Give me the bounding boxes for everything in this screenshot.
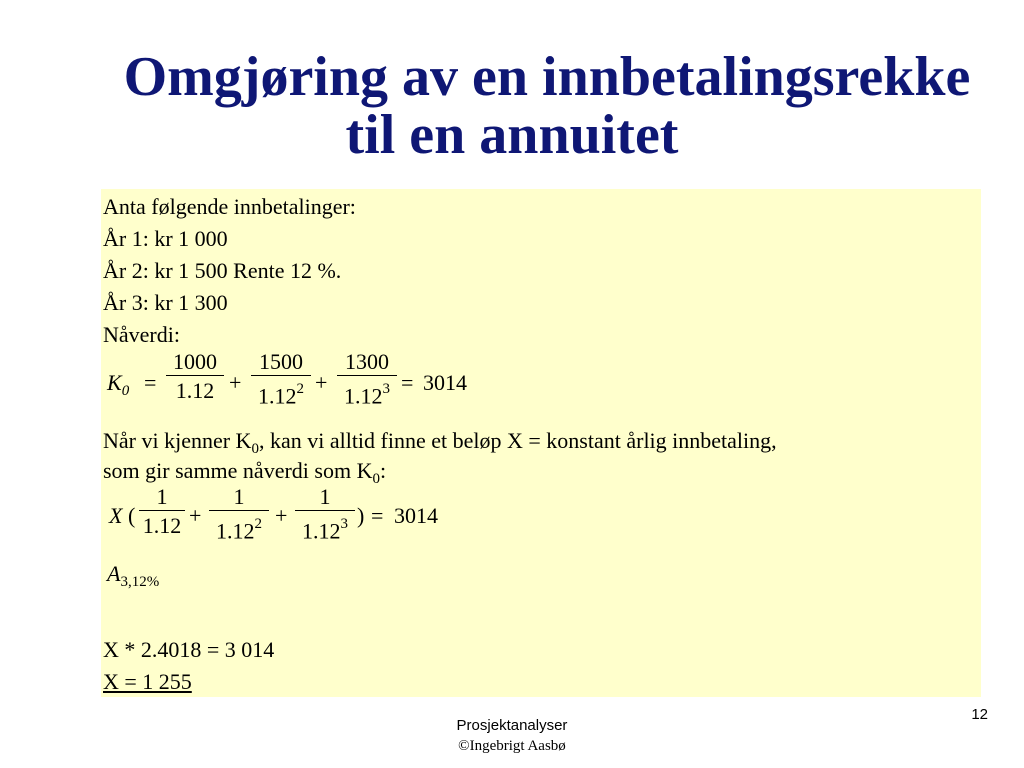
fraction-year-3 <box>337 349 397 409</box>
annuity-factor-symbol: $A_{3,12\%}$ <box>107 561 160 590</box>
numerator: 1 <box>156 484 168 509</box>
close-paren: ) <box>357 503 365 528</box>
content-box <box>101 189 981 697</box>
result-line: X = 1 255 <box>103 669 192 694</box>
year-2-text: År 2: kr 1 500 Rente 12 %. <box>103 258 342 283</box>
open-paren: ( <box>128 503 136 528</box>
denominator: 1.12$^2$ <box>258 381 304 409</box>
numerator: 1 <box>319 484 331 509</box>
equals-sign: = <box>371 503 384 528</box>
denominator: 1.12 <box>142 513 182 538</box>
plus-sign: + <box>315 370 328 395</box>
numerator: 1300 <box>345 349 389 374</box>
fraction-year-1 <box>139 484 185 539</box>
plus-sign: + <box>229 370 242 395</box>
footer <box>0 716 1024 756</box>
k0-symbol: $K_0$ <box>107 370 130 399</box>
fraction-year-2 <box>251 349 311 409</box>
slide-title-line-2: til en annuitet <box>345 104 679 166</box>
denominator: 1.12$^3$ <box>302 516 348 544</box>
plus-sign: + <box>275 503 288 528</box>
year-1-text: År 1: kr 1 000 <box>103 226 228 251</box>
present-value-result: 3014 <box>423 370 467 395</box>
footer-course: Prosjektanalyser <box>456 717 568 734</box>
denominator: 1.12$^2$ <box>216 516 262 544</box>
year-3-text: År 3: kr 1 300 <box>103 290 228 315</box>
slide-title <box>0 48 1024 164</box>
calculation-line: X * 2.4018 = 3 014 <box>103 637 275 662</box>
equals-sign: = <box>144 370 157 395</box>
fraction-year-1 <box>166 349 224 404</box>
explanation-line-2: som gir samme nåverdi som $K_0$: <box>103 458 387 487</box>
numerator: 1 <box>233 484 245 509</box>
naverdi-label: Nåverdi: <box>103 322 180 347</box>
equals-sign: = <box>401 370 414 395</box>
page-number: 12 <box>971 706 988 723</box>
x-symbol: X <box>109 503 123 528</box>
numerator: 1000 <box>173 349 217 374</box>
plus-sign: + <box>189 503 202 528</box>
fraction-year-3 <box>295 484 355 544</box>
numerator: 1500 <box>259 349 303 374</box>
footer-author: ©Ingebrigt Aasbø <box>458 738 566 754</box>
fraction-year-2 <box>209 484 269 544</box>
denominator: 1.12 <box>175 378 215 403</box>
slide-title-line-1: Omgjøring av en innbetalingsrekke <box>123 46 971 108</box>
explanation-line-1: Når vi kjenner $K_0$, kan vi alltid finne et beløp X = konstant årlig innbetaling, <box>103 428 777 457</box>
intro-text: Anta følgende innbetalinger: <box>103 194 356 219</box>
annuity-equation-result: 3014 <box>394 503 438 528</box>
denominator: 1.12$^3$ <box>344 381 390 409</box>
